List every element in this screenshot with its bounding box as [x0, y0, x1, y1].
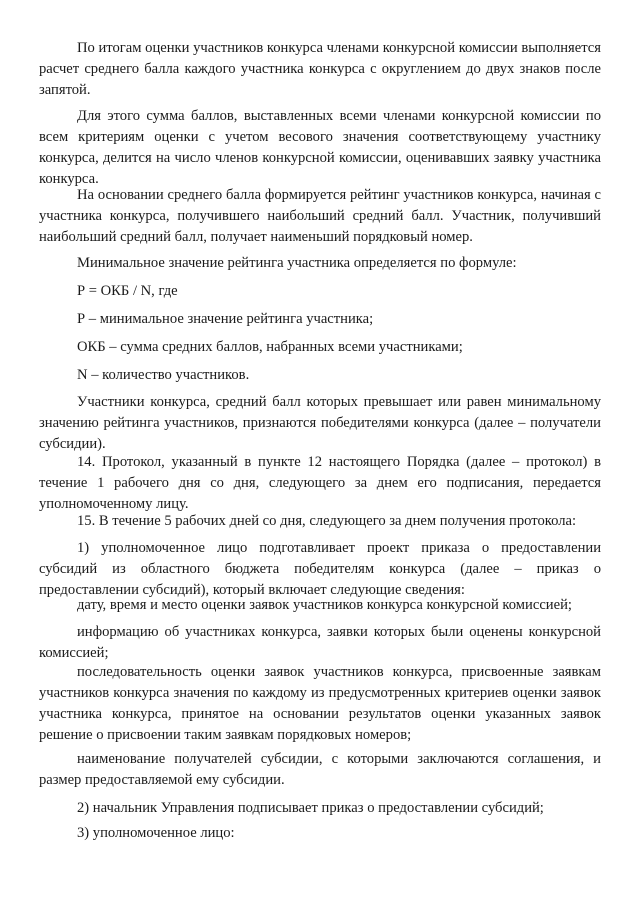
paragraph-bullet-date: дату, время и место оценки заявок участников конкурса конкурсной комиссией;	[77, 597, 572, 613]
paragraph-item-14: 14. Протокол, указанный в пункте 12 настоящего Порядка (далее – протокол) в течение 1 рабочего дня со дня, следующего за днем его подписания, передается уполномоченному лицу.	[39, 454, 601, 512]
paragraph-formula: Р = ОКБ / N, где	[77, 283, 178, 299]
document-page	[39, 0, 601, 905]
paragraph-score-calculation: Для этого сумма баллов, выставленных всеми членами конкурсной комиссии по всем критериям оценки с учетом весового значения соответствующему участнику конкурса, делится на число членов конкурсной комиссии, оценивавших заявку участника конкурса.	[39, 108, 601, 187]
paragraph-bullet-participants: информацию об участниках конкурса, заявки которых были оценены конкурсной комиссией;	[39, 624, 601, 661]
paragraph-formula-intro: Минимальное значение рейтинга участника определяется по формуле:	[77, 255, 517, 271]
paragraph-definition-p: Р – минимальное значение рейтинга участника;	[77, 311, 374, 327]
paragraph-bullet-sequence: последовательность оценки заявок участников конкурса, присвоенные заявкам участников конкурса значения по каждому из предусмотренных критериев оценки заявок участника конкурса, принятое на основании результатов оценки указанных заявок решение о присвоении таким заявкам порядковых номеров;	[39, 664, 601, 743]
paragraph-rating: На основании среднего балла формируется рейтинг участников конкурса, начиная с участника конкурса, получившего наибольший средний балл. Участник, получивший наибольший средний балл, получает наименьший порядковый номер.	[39, 187, 601, 245]
paragraph-subitem-2: 2) начальник Управления подписывает приказ о предоставлении субсидий;	[77, 800, 544, 816]
paragraph-definition-okb: ОКБ – сумма средних баллов, набранных всеми участниками;	[77, 339, 463, 355]
paragraph-winners: Участники конкурса, средний балл которых превышает или равен минимальному значению рейтинга участников, признаются победителями конкурса (далее – получатели субсидии).	[39, 394, 601, 452]
paragraph-average-score: По итогам оценки участников конкурса членами конкурсной комиссии выполняется расчет среднего балла каждого участника конкурса с округлением до двух знаков после запятой.	[39, 40, 601, 98]
paragraph-subitem-3: 3) уполномоченное лицо:	[77, 825, 235, 841]
paragraph-bullet-recipients: наименование получателей субсидии, с которыми заключаются соглашения, и размер предоставляемой ему субсидии.	[39, 751, 601, 788]
paragraph-item-15: 15. В течение 5 рабочих дней со дня, следующего за днем получения протокола:	[77, 513, 577, 529]
paragraph-subitem-1: 1) уполномоченное лицо подготавливает проект приказа о предоставлении субсидий из областного бюджета победителям конкурса (далее – приказ о предоставлении субсидий), который включает следующие сведения:	[39, 540, 601, 598]
paragraph-definition-n: N – количество участников.	[77, 367, 250, 383]
